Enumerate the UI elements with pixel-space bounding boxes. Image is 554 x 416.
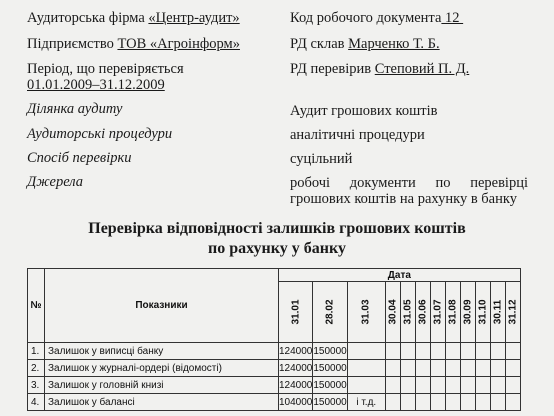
compiled-label: РД склав	[290, 36, 349, 52]
method-label: Спосіб перевірки	[27, 150, 132, 166]
row-number: 1.	[28, 343, 45, 360]
area-label: Ділянка аудиту	[27, 101, 123, 117]
compiled-line	[290, 36, 440, 53]
code-value: 12	[445, 10, 460, 26]
col-indicators-header: Показники	[45, 269, 279, 343]
checked-value: Степовий П. Д.	[374, 61, 470, 77]
firm-value: «Центр-аудит»	[148, 10, 240, 26]
procedures-value: аналітичні процедури	[290, 127, 425, 143]
cell-jan: 124000	[279, 377, 313, 394]
row-label: Залишок у головній книзі	[45, 377, 279, 394]
sources-value-line2: грошових коштів на рахунку в банку	[290, 191, 517, 207]
row-label: Залишок у журналі-ордері (відомості)	[45, 360, 279, 377]
table-row	[28, 360, 521, 377]
table-row	[28, 343, 521, 360]
cell-mar: і т.д.	[347, 394, 385, 411]
balance-check-table	[27, 268, 521, 411]
col-dates-header: Дата	[279, 269, 521, 282]
table-row	[28, 377, 521, 394]
checked-line	[290, 61, 469, 78]
firm-label: Аудиторська фірма	[27, 10, 149, 26]
date-header: 30.09	[460, 282, 475, 343]
cell-mar	[347, 360, 385, 377]
date-header: 31.12	[505, 282, 520, 343]
table-title-line2: по рахунку у банку	[208, 240, 346, 257]
date-header: 31.01	[279, 282, 313, 343]
cell-mar	[347, 343, 385, 360]
date-header: 31.08	[445, 282, 460, 343]
period-label: Період, що перевіряється	[27, 61, 184, 77]
row-label: Залишок у балансі	[45, 394, 279, 411]
sources-label: Джерела	[27, 174, 84, 190]
col-number-header: №	[28, 269, 45, 343]
sources-value-line1: робочі документи по перевірці	[290, 175, 528, 191]
date-header: 30.06	[415, 282, 430, 343]
date-header: 31.07	[430, 282, 445, 343]
table-title-line1: Перевірка відповідності залишків грошових коштів	[88, 220, 466, 237]
date-header: 31.10	[475, 282, 490, 343]
code-line	[290, 10, 463, 27]
enterprise-value: ТОВ «Агроінформ»	[117, 36, 240, 52]
row-number: 2.	[28, 360, 45, 377]
row-number: 3.	[28, 377, 45, 394]
cell-feb: 150000	[313, 360, 347, 377]
cell-jan: 104000	[279, 394, 313, 411]
procedures-label: Аудиторські процедури	[27, 126, 173, 142]
code-label: Код робочого документа	[290, 10, 442, 26]
date-header: 31.05	[400, 282, 415, 343]
enterprise-label: Підприємство	[27, 36, 118, 52]
date-header: 31.03	[347, 282, 385, 343]
area-value: Аудит грошових коштів	[290, 103, 438, 119]
date-header: 30.04	[385, 282, 400, 343]
firm-line	[27, 10, 240, 27]
period-value: 01.01.2009–31.12.2009	[27, 77, 165, 93]
date-header: 28.02	[313, 282, 347, 343]
enterprise-line	[27, 36, 240, 53]
checked-label: РД перевірив	[290, 61, 375, 77]
cell-mar	[347, 377, 385, 394]
cell-jan: 124000	[279, 343, 313, 360]
cell-feb: 150000	[313, 343, 347, 360]
row-number: 4.	[28, 394, 45, 411]
cell-feb: 150000	[313, 394, 347, 411]
table-row	[28, 394, 521, 411]
date-header: 30.11	[490, 282, 505, 343]
row-label: Залишок у виписці банку	[45, 343, 279, 360]
compiled-value: Марченко Т. Б.	[348, 36, 440, 52]
method-value: суцільний	[290, 151, 353, 167]
cell-jan: 124000	[279, 360, 313, 377]
cell-feb: 150000	[313, 377, 347, 394]
